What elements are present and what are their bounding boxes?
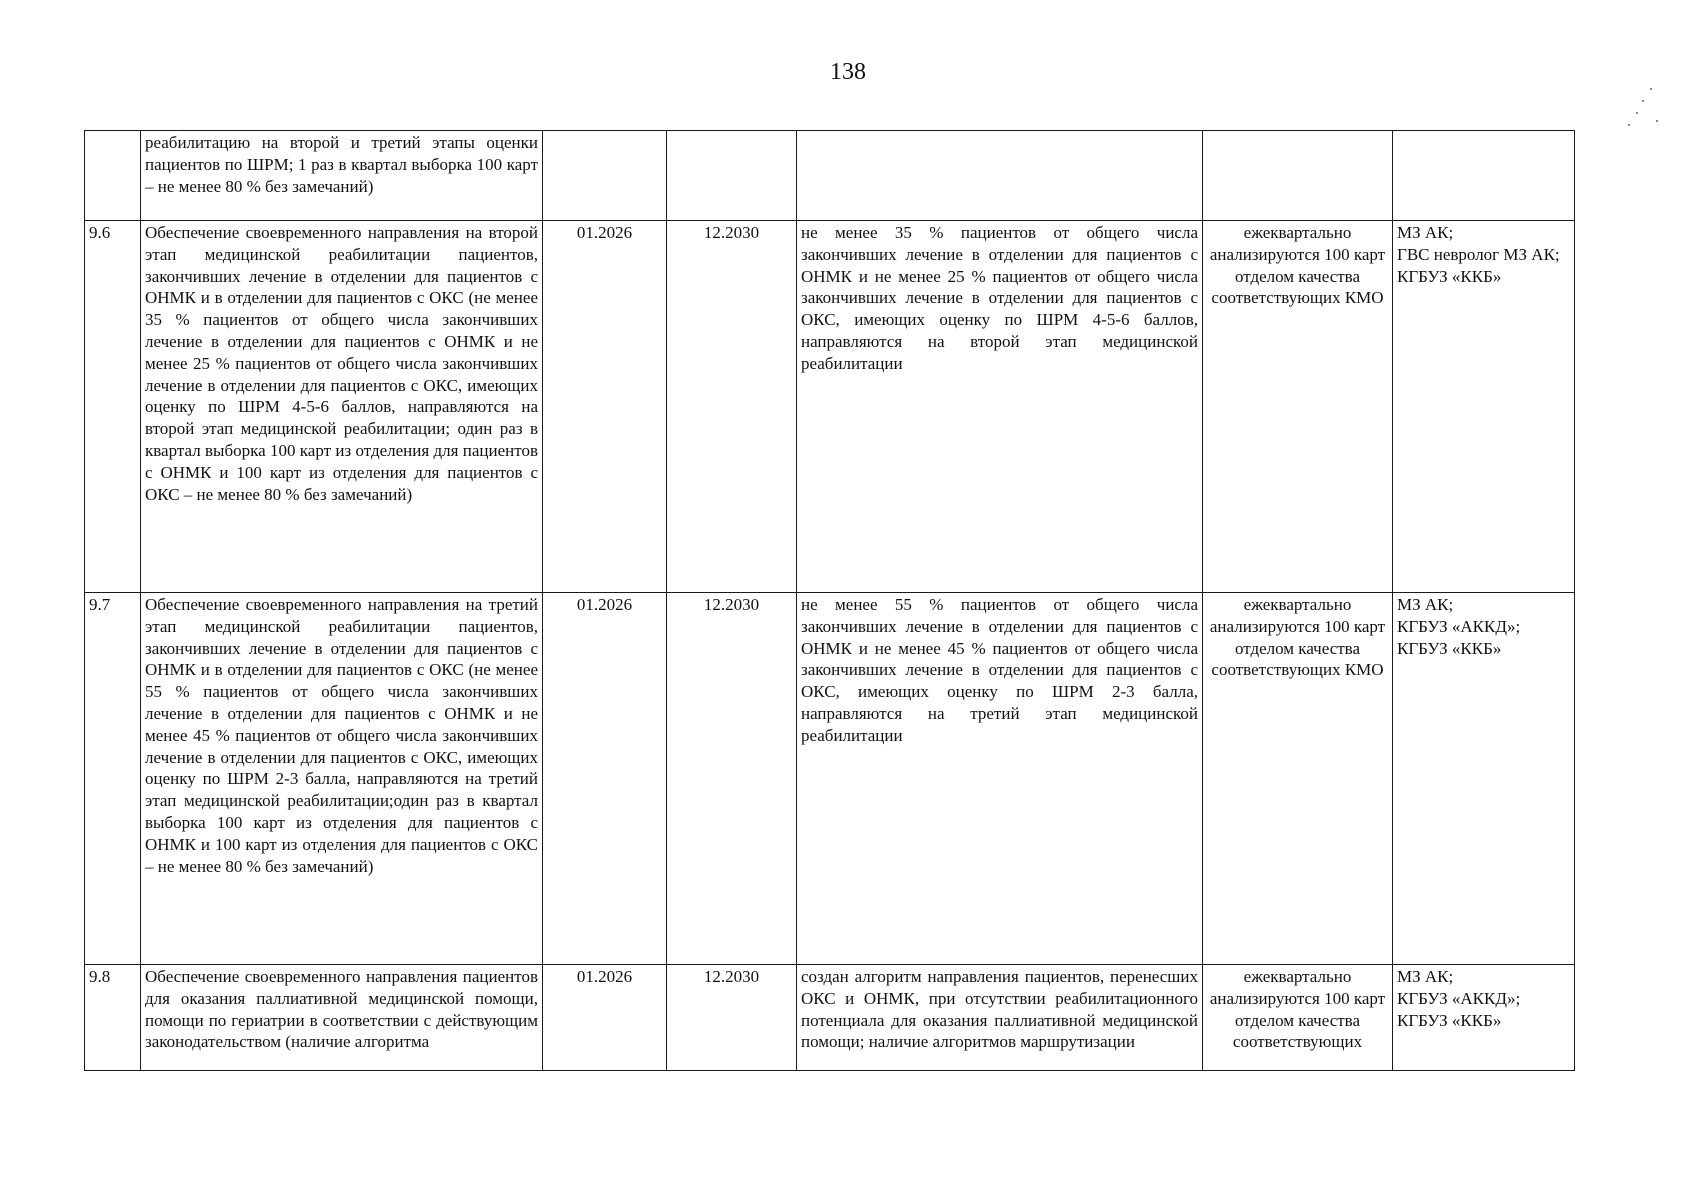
cell-result-text: создан алгоритм направления пациентов, перенесших ОКС и ОНМК, при отсутствии реабилитационного потенциала для оказания паллиативной медицинской помощи; наличие алгоритмов маршрутизации	[801, 967, 1198, 1052]
cell-result	[797, 965, 1203, 1071]
cell-num	[85, 131, 141, 221]
cell-result: не менее 55 % пациентов от общего числа закончивших лечение в отделении для пациентов с ОНМК и не менее 45 % пациентов от общего числа закончивших лечение в отделении для пациентов с ОКС, имеющих оценку по ШРМ 2-3 балла, направляются на третий этап медицинской реабилитации	[797, 593, 1203, 965]
measures-table	[84, 130, 1575, 1071]
cell-num: 9.8	[85, 965, 141, 1071]
responsible-line: КГБУЗ «ККБ»	[1397, 266, 1502, 286]
responsible-line: МЗ АК;	[1397, 595, 1454, 614]
cell-action	[141, 965, 543, 1071]
cell-start: 01.2026	[543, 221, 667, 593]
cell-responsible	[1393, 131, 1575, 221]
cell-control: ежеквартально анализируются 100 карт отделом качества соответствующих КМО	[1203, 593, 1393, 965]
cell-end: 12.2030	[667, 593, 797, 965]
responsible-line: КГБУЗ «ККБ»	[1397, 1010, 1502, 1030]
cell-num: 9.6	[85, 221, 141, 593]
responsible-line: КГБУЗ «ККБ»	[1397, 638, 1502, 658]
cell-end	[667, 131, 797, 221]
table-row-continuation	[85, 131, 1575, 221]
responsible-line: МЗ АК;	[1397, 223, 1454, 242]
cell-result: не менее 35 % пациентов от общего числа закончивших лечение в отделении для пациентов с ОНМК и не менее 25 % пациентов от общего числа закончивших лечение в отделении для пациентов с ОКС, имеющих оценку по ШРМ 4-5-6 баллов, направляются на второй этап медицинской реабилитации	[797, 221, 1203, 593]
cell-action: Обеспечение своевременного направления на второй этап медицинской реабилитации пациентов, закончивших лечение в отделении для пациентов с ОНМК и в отделении для пациентов с ОКС (не менее 35 % пациентов от общего числа закончивших лечение в отделении для пациентов с ОНМК и не менее 25 % пациентов от общего числа закончивших лечение в отделении для пациентов с ОКС, имеющих оценку по ШРМ 4-5-6 баллов, направляются на второй этап медицинской реабилитации; один раз в квартал выборка 100 карт из отделения для пациентов с ОНМК и 100 карт из отделения для пациентов с ОКС – не менее 80 % без замечаний)	[141, 221, 543, 593]
cell-responsible	[1393, 221, 1575, 593]
cell-start	[543, 131, 667, 221]
responsible-line: МЗ АК;	[1397, 967, 1454, 986]
table-row	[85, 965, 1575, 1071]
cell-result	[797, 131, 1203, 221]
responsible-line: КГБУЗ «АККД»;	[1397, 616, 1521, 636]
responsible-line: КГБУЗ «АККД»;	[1397, 988, 1521, 1008]
cell-control-text: ежеквартально анализируются 100 карт отделом качества соответствующих	[1209, 967, 1386, 1052]
cell-start: 01.2026	[543, 593, 667, 965]
cell-num: 9.7	[85, 593, 141, 965]
scan-marks	[1606, 80, 1666, 140]
cell-action: Обеспечение своевременного направления на третий этап медицинской реабилитации пациентов, закончивших лечение в отделении для пациентов с ОНМК и в отделении для пациентов с ОКС (не менее 55 % пациентов от общего числа закончивших лечение в отделении для пациентов с ОНМК и не менее 45 % пациентов от общего числа закончивших лечение в отделении для пациентов с ОКС, имеющих оценку по ШРМ 2-3 балла, направляются на третий этап медицинской реабилитации;один раз в квартал выборка 100 карт из отделения для пациентов с ОНМК и 100 карт из отделения для пациентов с ОКС – не менее 80 % без замечаний)	[141, 593, 543, 965]
cell-control: ежеквартально анализируются 100 карт отделом качества соответствующих КМО	[1203, 221, 1393, 593]
cell-control	[1203, 965, 1393, 1071]
cell-end: 12.2030	[667, 965, 797, 1071]
cell-control	[1203, 131, 1393, 221]
cell-action-text: Обеспечение своевременного направления пациентов для оказания паллиативной медицинской помощи, помощи по гериатрии в соответствии с действующим законодательством (наличие алгоритма	[145, 967, 538, 1052]
page-number: 138	[830, 59, 866, 85]
table-row	[85, 221, 1575, 593]
cell-responsible	[1393, 965, 1575, 1071]
responsible-line: ГВС невролог МЗ АК;	[1397, 244, 1560, 264]
cell-end: 12.2030	[667, 221, 797, 593]
cell-responsible	[1393, 593, 1575, 965]
table-row	[85, 593, 1575, 965]
cell-start: 01.2026	[543, 965, 667, 1071]
cell-action: реабилитацию на второй и третий этапы оценки пациентов по ШРМ; 1 раз в квартал выборка 100 карт – не менее 80 % без замечаний)	[141, 131, 543, 221]
